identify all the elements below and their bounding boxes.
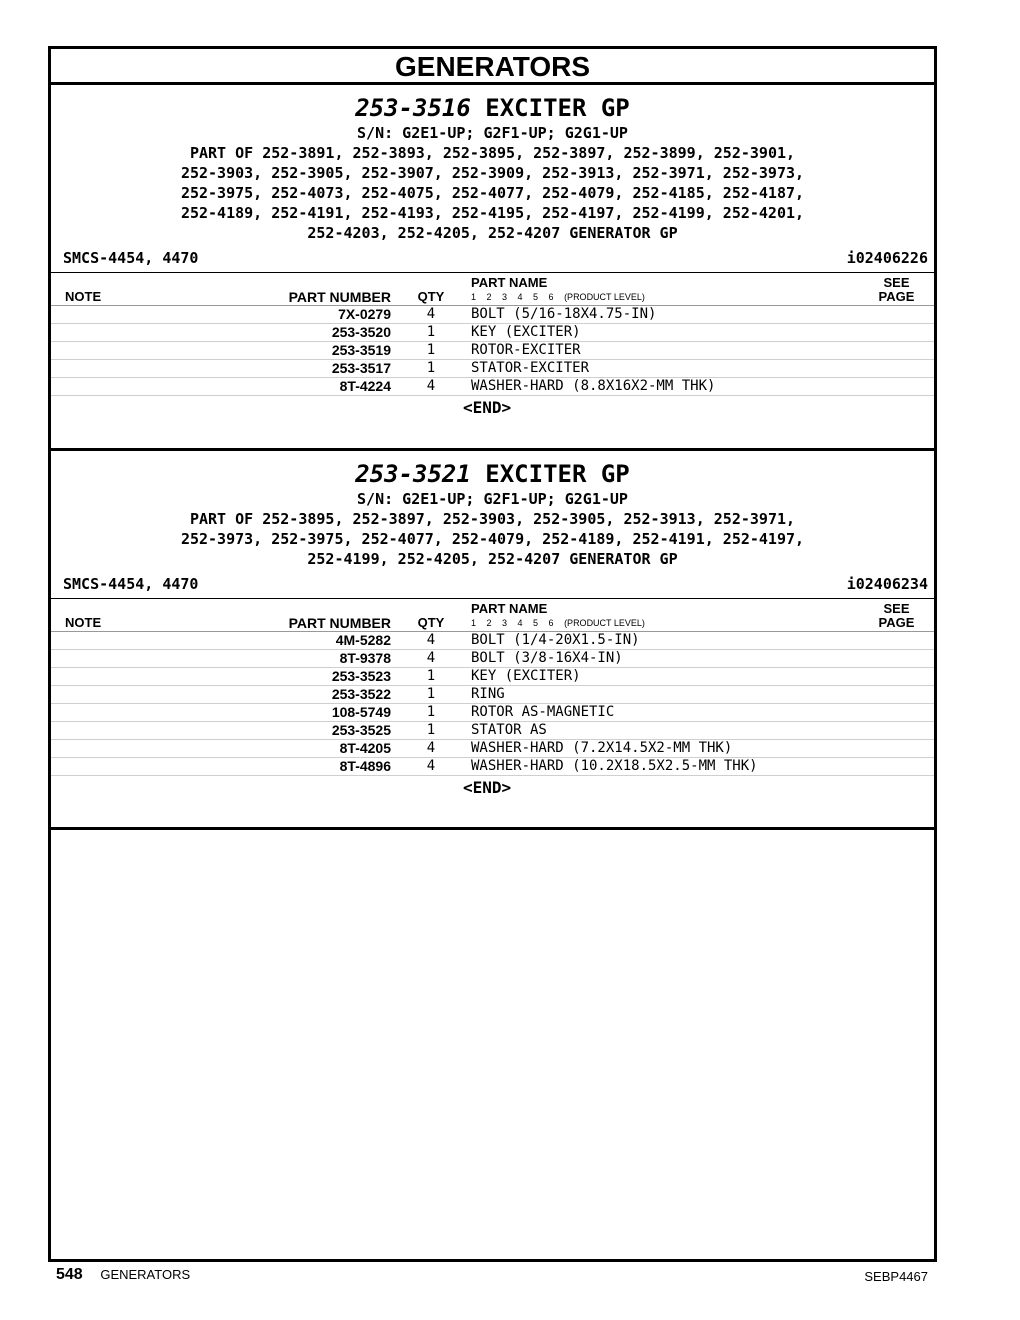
see-page-cell	[859, 342, 934, 360]
part-number-cell: 4M-5282	[185, 632, 391, 650]
part-of-line: 252-3973, 252-3975, 252-4077, 252-4079, 252-4189, 252-4191, 252-4197,	[180, 530, 805, 548]
part-name-cell: KEY (EXCITER)	[471, 668, 859, 686]
qty-cell: 4	[391, 650, 471, 668]
parts-group-section	[51, 451, 934, 830]
part-name-cell: BOLT (5/16-18X4.75-IN)	[471, 306, 859, 324]
qty-cell: 1	[391, 360, 471, 378]
part-name-label: PART NAME	[471, 275, 548, 290]
table-row	[51, 686, 934, 704]
note-cell	[51, 722, 185, 740]
part-number-cell: 253-3519	[185, 342, 391, 360]
qty-cell: 4	[391, 306, 471, 324]
table-row	[51, 722, 934, 740]
qty-cell: 4	[391, 378, 471, 396]
see-page-cell	[859, 704, 934, 722]
part-number-column-header: PART NUMBER	[185, 599, 391, 632]
part-number-cell: 108-5749	[185, 704, 391, 722]
part-number-cell: 7X-0279	[185, 306, 391, 324]
group-part-number: 253-3516	[355, 94, 471, 122]
parts-table-body	[51, 306, 934, 396]
part-name-cell: STATOR AS	[471, 722, 859, 740]
note-cell	[51, 324, 185, 342]
part-number-cell: 253-3520	[185, 324, 391, 342]
qty-cell: 1	[391, 324, 471, 342]
product-level-scale: 1 2 3 4 5 6 (PRODUCT LEVEL)	[471, 618, 645, 628]
part-name-cell: STATOR-EXCITER	[471, 360, 859, 378]
end-marker: <END>	[463, 398, 512, 417]
see-page-cell	[859, 632, 934, 650]
part-name-cell: BOLT (3/8-16X4-IN)	[471, 650, 859, 668]
part-of-line: 252-3903, 252-3905, 252-3907, 252-3909, 252-3913, 252-3971, 252-3973,	[180, 164, 805, 182]
part-name-cell: WASHER-HARD (7.2X14.5X2-MM THK)	[471, 740, 859, 758]
part-name-label: PART NAME	[471, 601, 548, 616]
part-name-column-header	[471, 273, 859, 306]
note-cell	[51, 758, 185, 776]
group-title	[51, 93, 934, 123]
note-column-header: NOTE	[51, 599, 185, 632]
see-page-cell	[859, 686, 934, 704]
parts-table-body	[51, 632, 934, 776]
see-page-cell	[859, 360, 934, 378]
part-name-cell: BOLT (1/4-20X1.5-IN)	[471, 632, 859, 650]
note-cell	[51, 668, 185, 686]
qty-cell: 1	[391, 704, 471, 722]
note-cell	[51, 704, 185, 722]
part-name-cell: WASHER-HARD (8.8X16X2-MM THK)	[471, 378, 859, 396]
page-number: 548	[56, 1266, 83, 1283]
part-of-line: PART OF 252-3895, 252-3897, 252-3903, 252-3905, 252-3913, 252-3971,	[189, 510, 796, 528]
parts-group-section	[51, 85, 934, 451]
footer-section-title: GENERATORS	[100, 1267, 191, 1282]
page-title: GENERATORS	[51, 49, 934, 85]
part-name-cell: RING	[471, 686, 859, 704]
parts-table	[51, 272, 934, 396]
page-footer	[56, 1266, 928, 1286]
part-of-line: 252-3975, 252-4073, 252-4075, 252-4077, 252-4079, 252-4185, 252-4187,	[180, 184, 805, 202]
product-level-scale: 1 2 3 4 5 6 (PRODUCT LEVEL)	[471, 292, 645, 302]
illustration-id: i02406226	[846, 249, 928, 267]
serial-range: S/N: G2E1-UP; G2F1-UP; G2G1-UP	[357, 124, 628, 142]
group-name: EXCITER GP	[485, 94, 630, 122]
meta-row	[51, 249, 934, 267]
see-page-cell	[859, 324, 934, 342]
table-header-row	[51, 273, 934, 306]
qty-cell: 1	[391, 686, 471, 704]
qty-column-header: QTY	[391, 273, 471, 306]
qty-cell: 4	[391, 632, 471, 650]
see-page-column-header: SEE PAGE	[859, 599, 934, 632]
part-name-column-header	[471, 599, 859, 632]
see-page-cell	[859, 306, 934, 324]
group-header	[51, 451, 934, 569]
table-row	[51, 632, 934, 650]
see-page-cell	[859, 740, 934, 758]
note-cell	[51, 650, 185, 668]
table-row	[51, 378, 934, 396]
meta-row	[51, 575, 934, 593]
table-row	[51, 668, 934, 686]
part-number-cell: 253-3523	[185, 668, 391, 686]
table-row	[51, 704, 934, 722]
end-marker: <END>	[463, 778, 512, 797]
group-title	[51, 459, 934, 489]
qty-cell: 1	[391, 722, 471, 740]
page-frame	[48, 46, 937, 1262]
document-code: SEBP4467	[864, 1269, 928, 1284]
part-number-cell: 8T-9378	[185, 650, 391, 668]
see-page-cell	[859, 758, 934, 776]
see-page-cell	[859, 722, 934, 740]
note-cell	[51, 632, 185, 650]
part-of-line: 252-4189, 252-4191, 252-4193, 252-4195, 252-4197, 252-4199, 252-4201,	[180, 204, 805, 222]
table-row	[51, 360, 934, 378]
see-page-column-header: SEE PAGE	[859, 273, 934, 306]
qty-cell: 4	[391, 758, 471, 776]
table-row	[51, 650, 934, 668]
part-number-cell: 253-3525	[185, 722, 391, 740]
note-cell	[51, 342, 185, 360]
note-column-header: NOTE	[51, 273, 185, 306]
group-part-number: 253-3521	[355, 460, 471, 488]
note-cell	[51, 686, 185, 704]
table-row	[51, 342, 934, 360]
table-header-row	[51, 599, 934, 632]
part-number-column-header: PART NUMBER	[185, 273, 391, 306]
smcs-code: SMCS-4454, 4470	[63, 575, 199, 593]
table-row	[51, 324, 934, 342]
see-page-cell	[859, 378, 934, 396]
qty-column-header: QTY	[391, 599, 471, 632]
part-number-cell: 8T-4896	[185, 758, 391, 776]
group-name: EXCITER GP	[485, 460, 630, 488]
part-number-cell: 253-3522	[185, 686, 391, 704]
part-number-cell: 8T-4224	[185, 378, 391, 396]
parts-table	[51, 598, 934, 776]
part-name-cell: WASHER-HARD (10.2X18.5X2.5-MM THK)	[471, 758, 859, 776]
illustration-id: i02406234	[846, 575, 928, 593]
serial-range: S/N: G2E1-UP; G2F1-UP; G2G1-UP	[357, 490, 628, 508]
part-number-cell: 8T-4205	[185, 740, 391, 758]
note-cell	[51, 360, 185, 378]
part-name-cell: KEY (EXCITER)	[471, 324, 859, 342]
part-of-line: 252-4203, 252-4205, 252-4207 GENERATOR GP	[307, 224, 678, 242]
group-header	[51, 85, 934, 243]
see-page-cell	[859, 668, 934, 686]
table-row	[51, 758, 934, 776]
qty-cell: 4	[391, 740, 471, 758]
part-name-cell: ROTOR AS-MAGNETIC	[471, 704, 859, 722]
qty-cell: 1	[391, 342, 471, 360]
note-cell	[51, 306, 185, 324]
note-cell	[51, 740, 185, 758]
part-name-cell: ROTOR-EXCITER	[471, 342, 859, 360]
qty-cell: 1	[391, 668, 471, 686]
part-of-line: 252-4199, 252-4205, 252-4207 GENERATOR GP	[307, 550, 678, 568]
table-row	[51, 306, 934, 324]
see-page-cell	[859, 650, 934, 668]
table-row	[51, 740, 934, 758]
part-number-cell: 253-3517	[185, 360, 391, 378]
smcs-code: SMCS-4454, 4470	[63, 249, 199, 267]
note-cell	[51, 378, 185, 396]
part-of-line: PART OF 252-3891, 252-3893, 252-3895, 252-3897, 252-3899, 252-3901,	[189, 144, 796, 162]
